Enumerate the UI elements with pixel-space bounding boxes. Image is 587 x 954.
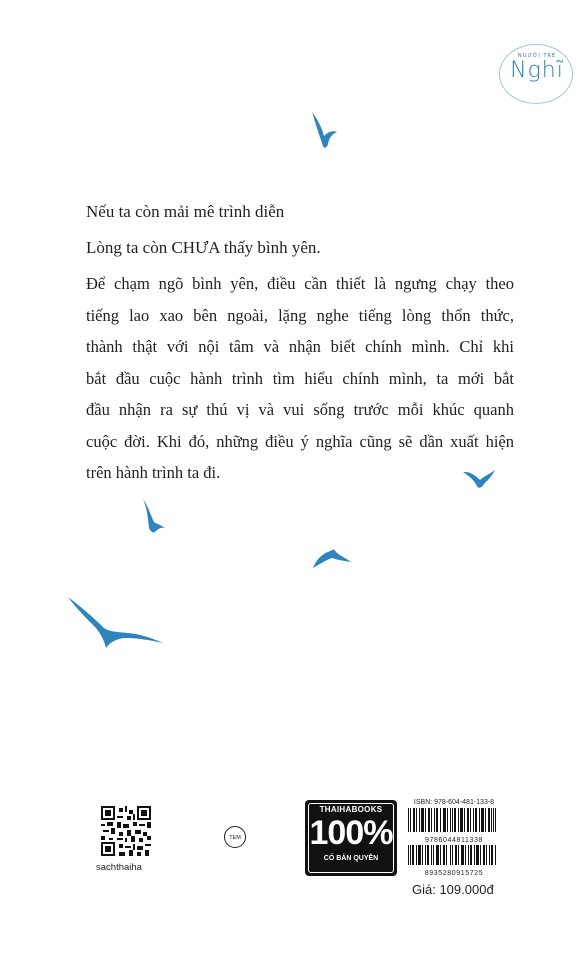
paragraph-line: cuộc đời. Khi đó, những điều ý nghĩa cũng sẽ dần xuất hiện bbox=[86, 431, 514, 451]
qr-label: sachthaiha bbox=[96, 862, 142, 873]
badge-bottom-text: CÓ BẢN QUYỀN bbox=[323, 855, 379, 862]
paragraph-line: bắt đầu cuộc hành trình tìm hiểu chính mình, ta mới bắt bbox=[86, 368, 514, 388]
paragraph-line: tiếng lao xao bên ngoài, lặng nghe tiếng lòng thổn thức, bbox=[86, 305, 514, 325]
publisher-logo bbox=[497, 44, 577, 106]
barcode-digits: 9786044811338 bbox=[425, 837, 483, 844]
poem-line: Nếu ta còn mải mê trình diễn bbox=[86, 202, 285, 221]
copyright-badge bbox=[305, 800, 397, 876]
badge-top-text: THAIHABOOKS bbox=[319, 805, 383, 814]
paragraph-line: đầu nhận ra sự thú vị và vui sống trước mỗi khúc quanh bbox=[86, 400, 514, 419]
paragraph-line: thành thật với nội tâm và nhận biết chính mình. Chỉ khi bbox=[86, 337, 514, 356]
poem bbox=[86, 194, 546, 266]
poem-line: Lòng ta còn CHƯA thấy bình yên. bbox=[86, 238, 321, 257]
logo-main-text: Nghĩ bbox=[510, 58, 564, 83]
bird-icon bbox=[310, 110, 338, 150]
bird-icon bbox=[140, 498, 166, 536]
bird-icon bbox=[312, 546, 352, 570]
isbn-text: ISBN: 978-604-481-133-8 bbox=[413, 799, 495, 806]
paragraph-line: trên hành trình ta đi. bbox=[86, 463, 221, 482]
bird-icon bbox=[66, 596, 164, 650]
price-label: Giá: 109.000đ bbox=[412, 882, 494, 897]
product-barcode bbox=[408, 845, 496, 865]
qr-code[interactable] bbox=[101, 806, 151, 856]
paragraph-line: Để chạm ngõ bình yên, điều cần thiết là ngưng chạy theo bbox=[86, 274, 514, 293]
barcode-block bbox=[408, 799, 500, 877]
barcode-digits: 8935280915725 bbox=[424, 870, 484, 877]
stamp-seal: TEM bbox=[224, 826, 246, 848]
isbn-barcode bbox=[408, 808, 496, 832]
logo-top-text: NGƯỜI TRẺ bbox=[517, 53, 557, 59]
back-cover-paragraph bbox=[86, 268, 514, 489]
badge-number: 100% bbox=[309, 814, 393, 852]
